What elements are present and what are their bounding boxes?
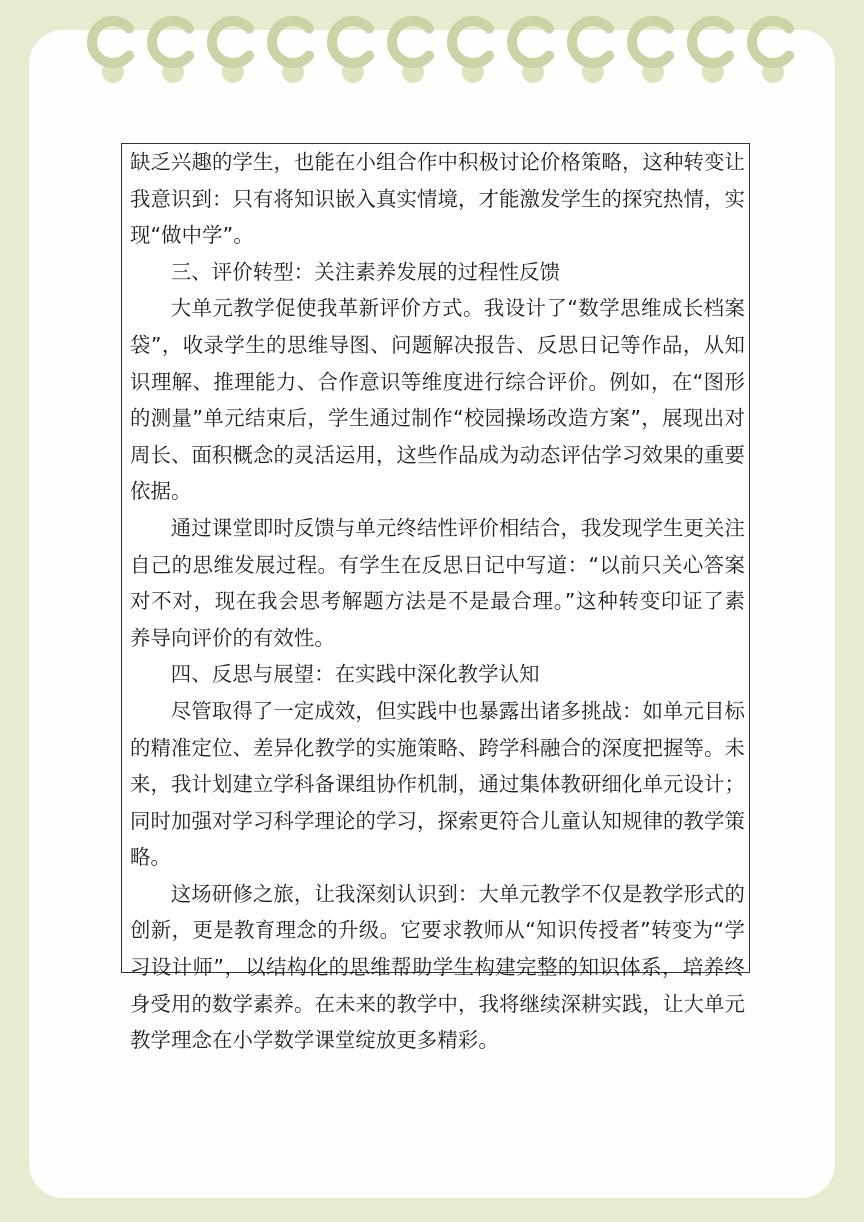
paragraph-continuation: 缺乏兴趣的学生，也能在小组合作中积极讨论价格策略，这种转变让我意识到：只有将知识嵌入真实情境，才能激发学生的探究热情，实现“做中学”。 — [130, 150, 745, 248]
ring-arc — [152, 21, 189, 63]
binder-rings — [0, 0, 864, 110]
section-heading-reflection: 四、反思与展望：在实践中深化教学认知 — [170, 662, 540, 687]
ring-arc — [572, 21, 609, 63]
binder-ring — [572, 21, 609, 83]
ring-arc — [212, 21, 249, 63]
binder-ring — [452, 21, 489, 83]
binder-ring — [212, 21, 249, 83]
paragraph-evaluation-method: 大单元教学促使我革新评价方式。我设计了“数学思维成长档案袋”，收录学生的思维导图、问题解决报告、反思日记等作品，从知识理解、推理能力、合作意识等维度进行综合评价。例如，在“图形的测量”单元结束后，学生通过制作“校园操场改造方案”，展现出对周长、面积概念的灵活运用，这些作品成为动态评估学习效果的重要依据。 — [130, 296, 745, 504]
binder-ring — [272, 21, 309, 83]
paragraph-conclusion: 这场研修之旅，让我深刻认识到：大单元教学不仅是教学形式的创新，更是教育理念的升级。它要求教师从“知识传授者”转变为“学习设计师”，以结构化的思维帮助学生构建完整的知识体系，培养终身受用的数学素养。在未来的教学中，我将继续深耕实践，让大单元教学理念在小学数学课堂绽放更多精彩。 — [130, 881, 745, 1053]
ring-arc — [392, 21, 429, 63]
ring-arc — [692, 21, 729, 63]
ring-arc — [632, 21, 669, 63]
binder-ring — [332, 21, 369, 83]
binder-ring — [632, 21, 669, 83]
ring-arc — [452, 21, 489, 63]
ring-arc — [92, 21, 129, 63]
binder-ring — [392, 21, 429, 83]
ring-arc — [332, 21, 369, 63]
ring-arc — [752, 21, 789, 63]
ring-arc — [512, 21, 549, 63]
document-body — [130, 144, 745, 1059]
binder-ring — [752, 21, 789, 83]
binder-ring — [152, 21, 189, 83]
binder-ring — [692, 21, 729, 83]
binder-ring — [92, 21, 129, 83]
document-text-box — [121, 143, 750, 1053]
paragraph-challenges: 尽管取得了一定成效，但实践中也暴露出诸多挑战：如单元目标的精准定位、差异化教学的实施策略、跨学科融合的深度把握等。未来，我计划建立学科备课组协作机制，通过集体教研细化单元设计；同时加强对学习科学理论的学习，探索更符合儿童认知规律的教学策略。 — [130, 698, 745, 870]
paragraph-feedback: 通过课堂即时反馈与单元终结性评价相结合，我发现学生更关注自己的思维发展过程。有学生在反思日记中写道：“以前只关心答案对不对，现在我会思考解题方法是不是最合理。”这种转变印证了素养导向评价的有效性。 — [130, 515, 745, 650]
binder-ring — [512, 21, 549, 83]
ring-arc — [272, 21, 309, 63]
section-heading-evaluation: 三、评价转型：关注素养发展的过程性反馈 — [170, 259, 561, 284]
